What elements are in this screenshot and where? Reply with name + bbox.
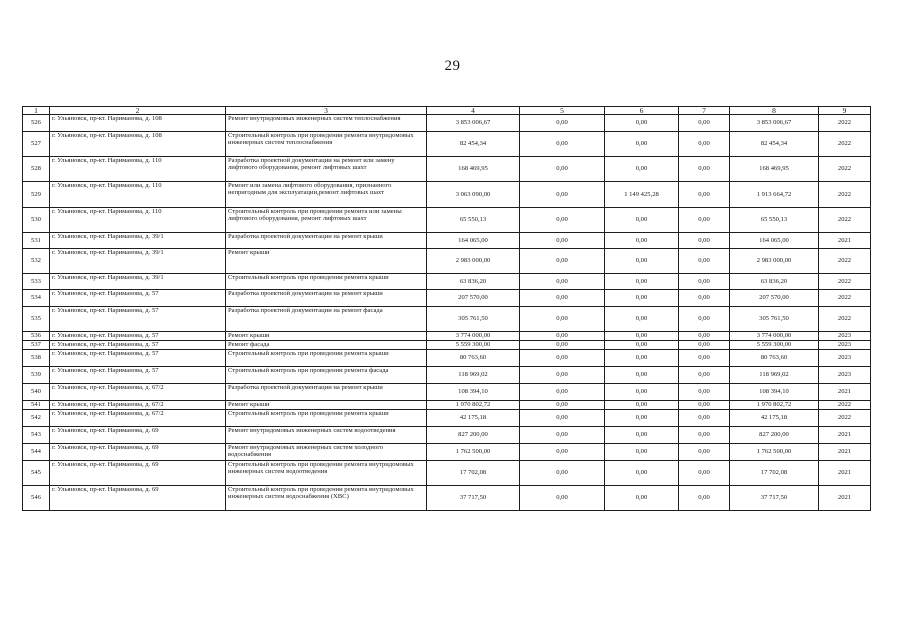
table-row [23,341,871,350]
work-type-cell: Ремонт фасада [226,341,427,350]
address-cell: г. Ульяновск, пр-кт. Нариманова, д. 69 [50,444,226,461]
header-cell: 2 [50,107,226,115]
column-7-cell: 0,00 [679,132,730,157]
table-row [23,350,871,367]
column-6-cell: 0,00 [605,132,679,157]
table-row [23,182,871,208]
header-cell: 5 [520,107,605,115]
column-6-cell: 0,00 [605,367,679,384]
year-cell: 2021 [819,384,871,401]
address-cell: г. Ульяновск, пр-кт. Нариманова, д. 57 [50,332,226,341]
column-8-cell: 168 469,95 [730,157,819,182]
column-5-cell: 0,00 [520,115,605,132]
column-6-cell: 0,00 [605,427,679,444]
column-8-cell: 63 836,20 [730,274,819,290]
column-8-cell: 3 774 000,00 [730,332,819,341]
column-8-cell: 207 570,00 [730,290,819,307]
total-cost-cell: 118 969,02 [427,367,520,384]
year-cell: 2022 [819,410,871,427]
column-7-cell: 0,00 [679,401,730,410]
row-number: 535 [23,307,50,332]
column-8-cell: 82 454,34 [730,132,819,157]
column-5-cell: 0,00 [520,486,605,511]
total-cost-cell: 2 983 000,00 [427,249,520,274]
column-7-cell: 0,00 [679,274,730,290]
total-cost-cell: 1 762 500,00 [427,444,520,461]
total-cost-cell: 42 175,18 [427,410,520,427]
work-type-cell: Строительный контроль при проведении ремонта крыши [226,410,427,427]
column-5-cell: 0,00 [520,332,605,341]
total-cost-cell: 37 717,50 [427,486,520,511]
address-cell: г. Ульяновск, пр-кт. Нариманова, д. 39/1 [50,249,226,274]
column-6-cell: 1 149 425,28 [605,182,679,208]
table-row [23,427,871,444]
column-6-cell: 0,00 [605,208,679,233]
year-cell: 2022 [819,182,871,208]
column-5-cell: 0,00 [520,444,605,461]
year-cell: 2022 [819,157,871,182]
column-7-cell: 0,00 [679,427,730,444]
column-8-cell: 164 065,00 [730,233,819,249]
column-8-cell: 1 970 802,72 [730,401,819,410]
column-6-cell: 0,00 [605,249,679,274]
address-cell: г. Ульяновск, пр-кт. Нариманова, д. 110 [50,157,226,182]
work-type-cell: Разработка проектной документации на ремонт фасада [226,307,427,332]
column-7-cell: 0,00 [679,341,730,350]
address-cell: г. Ульяновск, пр-кт. Нариманова, д. 57 [50,350,226,367]
address-cell: г. Ульяновск, пр-кт. Нариманова, д. 69 [50,427,226,444]
row-number: 540 [23,384,50,401]
table-row [23,274,871,290]
address-cell: г. Ульяновск, пр-кт. Нариманова, д. 108 [50,115,226,132]
year-cell: 2023 [819,367,871,384]
column-7-cell: 0,00 [679,157,730,182]
column-5-cell: 0,00 [520,307,605,332]
work-type-cell: Строительный контроль при проведении ремонта внутридомовых инженерных систем водоснабжения (ХВС) [226,486,427,511]
total-cost-cell: 1 970 802,72 [427,401,520,410]
table-row [23,332,871,341]
column-5-cell: 0,00 [520,132,605,157]
work-type-cell: Разработка проектной документации на ремонт крыши [226,384,427,401]
address-cell: г. Ульяновск, пр-кт. Нариманова, д. 110 [50,208,226,233]
table-row [23,486,871,511]
header-cell: 6 [605,107,679,115]
total-cost-cell: 82 454,34 [427,132,520,157]
column-8-cell: 3 853 006,67 [730,115,819,132]
column-5-cell: 0,00 [520,290,605,307]
total-cost-cell: 5 559 300,00 [427,341,520,350]
year-cell: 2023 [819,350,871,367]
year-cell: 2022 [819,115,871,132]
address-cell: г. Ульяновск, пр-кт. Нариманова, д. 39/1 [50,274,226,290]
total-cost-cell: 164 065,00 [427,233,520,249]
column-5-cell: 0,00 [520,401,605,410]
table-row [23,367,871,384]
column-7-cell: 0,00 [679,384,730,401]
work-type-cell: Ремонт внутридомовых инженерных систем водоотведения [226,427,427,444]
year-cell: 2021 [819,461,871,486]
total-cost-cell: 827 200,00 [427,427,520,444]
column-6-cell: 0,00 [605,444,679,461]
column-8-cell: 80 763,60 [730,350,819,367]
year-cell: 2022 [819,249,871,274]
column-5-cell: 0,00 [520,384,605,401]
column-5-cell: 0,00 [520,182,605,208]
column-8-cell: 118 969,02 [730,367,819,384]
column-7-cell: 0,00 [679,461,730,486]
year-cell: 2022 [819,401,871,410]
year-cell: 2021 [819,486,871,511]
table-row [23,307,871,332]
row-number: 532 [23,249,50,274]
header-cell: 3 [226,107,427,115]
table-row [23,233,871,249]
year-cell: 2021 [819,444,871,461]
address-cell: г. Ульяновск, пр-кт. Нариманова, д. 108 [50,132,226,157]
column-6-cell: 0,00 [605,461,679,486]
row-number: 544 [23,444,50,461]
column-7-cell: 0,00 [679,486,730,511]
column-8-cell: 17 702,08 [730,461,819,486]
address-cell: г. Ульяновск, пр-кт. Нариманова, д. 67/2 [50,384,226,401]
header-cell: 4 [427,107,520,115]
column-5-cell: 0,00 [520,341,605,350]
column-6-cell: 0,00 [605,350,679,367]
address-cell: г. Ульяновск, пр-кт. Нариманова, д. 57 [50,367,226,384]
work-type-cell: Строительный контроль при проведении ремонта крыши [226,274,427,290]
column-8-cell: 5 559 300,00 [730,341,819,350]
column-8-cell: 305 761,50 [730,307,819,332]
work-type-cell: Разработка проектной документации на ремонт крыши [226,233,427,249]
address-cell: г. Ульяновск, пр-кт. Нариманова, д. 110 [50,182,226,208]
work-type-cell: Строительный контроль при проведении ремонта крыши [226,350,427,367]
page-number: 29 [444,58,461,74]
work-type-cell: Строительный контроль при проведении ремонта или замены лифтового оборудования, ремонт лифтовых шахт [226,208,427,233]
column-5-cell: 0,00 [520,367,605,384]
total-cost-cell: 108 394,10 [427,384,520,401]
column-5-cell: 0,00 [520,157,605,182]
row-number: 528 [23,157,50,182]
column-7-cell: 0,00 [679,350,730,367]
address-cell: г. Ульяновск, пр-кт. Нариманова, д. 57 [50,341,226,350]
table-row [23,157,871,182]
column-6-cell: 0,00 [605,274,679,290]
row-number: 538 [23,350,50,367]
column-7-cell: 0,00 [679,367,730,384]
work-type-cell: Строительный контроль при проведении ремонта фасада [226,367,427,384]
work-type-cell: Ремонт крыши [226,401,427,410]
total-cost-cell: 3 774 000,00 [427,332,520,341]
work-type-cell: Разработка проектной документации на ремонт крыши [226,290,427,307]
column-8-cell: 42 175,18 [730,410,819,427]
row-number: 537 [23,341,50,350]
work-type-cell: Строительный контроль при проведении ремонта внутридомовых инженерных систем теплоснабжения [226,132,427,157]
row-number: 543 [23,427,50,444]
column-5-cell: 0,00 [520,249,605,274]
year-cell: 2023 [819,341,871,350]
column-8-cell: 827 200,00 [730,427,819,444]
table-row [23,444,871,461]
column-7-cell: 0,00 [679,410,730,427]
header-cell: 1 [23,107,50,115]
column-7-cell: 0,00 [679,307,730,332]
header-cell: 7 [679,107,730,115]
table-row [23,410,871,427]
column-5-cell: 0,00 [520,350,605,367]
table-row [23,384,871,401]
column-7-cell: 0,00 [679,332,730,341]
total-cost-cell: 305 761,50 [427,307,520,332]
year-cell: 2022 [819,307,871,332]
column-6-cell: 0,00 [605,115,679,132]
column-5-cell: 0,00 [520,427,605,444]
column-7-cell: 0,00 [679,290,730,307]
capital-repair-table [22,106,871,511]
column-6-cell: 0,00 [605,341,679,350]
row-number: 527 [23,132,50,157]
column-8-cell: 65 550,13 [730,208,819,233]
column-7-cell: 0,00 [679,208,730,233]
row-number: 526 [23,115,50,132]
row-number: 539 [23,367,50,384]
column-6-cell: 0,00 [605,290,679,307]
table-row [23,401,871,410]
address-cell: г. Ульяновск, пр-кт. Нариманова, д. 67/2 [50,401,226,410]
total-cost-cell: 65 550,13 [427,208,520,233]
column-6-cell: 0,00 [605,401,679,410]
work-type-cell: Ремонт или замена лифтового оборудования, признанного непригодным для эксплуатации,ремонт лифтовых шахт [226,182,427,208]
row-number: 545 [23,461,50,486]
column-8-cell: 1 762 500,00 [730,444,819,461]
column-8-cell: 37 717,50 [730,486,819,511]
row-number: 536 [23,332,50,341]
row-number: 533 [23,274,50,290]
year-cell: 2022 [819,132,871,157]
column-7-cell: 0,00 [679,444,730,461]
row-number: 530 [23,208,50,233]
column-7-cell: 0,00 [679,115,730,132]
column-6-cell: 0,00 [605,332,679,341]
work-type-cell: Ремонт внутридомовых инженерных систем теплоснабжения [226,115,427,132]
address-cell: г. Ульяновск, пр-кт. Нариманова, д. 69 [50,461,226,486]
row-number: 529 [23,182,50,208]
total-cost-cell: 3 853 006,67 [427,115,520,132]
header-cell: 8 [730,107,819,115]
table-row [23,290,871,307]
total-cost-cell: 168 469,95 [427,157,520,182]
header-row [23,107,871,115]
address-cell: г. Ульяновск, пр-кт. Нариманова, д. 39/1 [50,233,226,249]
year-cell: 2021 [819,233,871,249]
row-number: 546 [23,486,50,511]
work-type-cell: Ремонт внутридомовых инженерных систем холодного водоснабжения [226,444,427,461]
column-6-cell: 0,00 [605,384,679,401]
column-5-cell: 0,00 [520,233,605,249]
work-type-cell: Ремонт крыши [226,249,427,274]
total-cost-cell: 3 063 090,00 [427,182,520,208]
total-cost-cell: 207 570,00 [427,290,520,307]
column-6-cell: 0,00 [605,410,679,427]
address-cell: г. Ульяновск, пр-кт. Нариманова, д. 57 [50,307,226,332]
row-number: 541 [23,401,50,410]
column-5-cell: 0,00 [520,461,605,486]
column-6-cell: 0,00 [605,233,679,249]
row-number: 542 [23,410,50,427]
year-cell: 2022 [819,274,871,290]
column-6-cell: 0,00 [605,307,679,332]
column-7-cell: 0,00 [679,182,730,208]
header-cell: 9 [819,107,871,115]
year-cell: 2023 [819,332,871,341]
column-7-cell: 0,00 [679,249,730,274]
column-8-cell: 2 983 000,00 [730,249,819,274]
table-row [23,115,871,132]
address-cell: г. Ульяновск, пр-кт. Нариманова, д. 69 [50,486,226,511]
table-row [23,249,871,274]
column-8-cell: 108 394,10 [730,384,819,401]
column-5-cell: 0,00 [520,208,605,233]
table-row [23,461,871,486]
column-6-cell: 0,00 [605,486,679,511]
work-type-cell: Ремонт крыши [226,332,427,341]
column-5-cell: 0,00 [520,410,605,427]
total-cost-cell: 80 763,60 [427,350,520,367]
address-cell: г. Ульяновск, пр-кт. Нариманова, д. 57 [50,290,226,307]
year-cell: 2022 [819,290,871,307]
year-cell: 2022 [819,208,871,233]
row-number: 531 [23,233,50,249]
total-cost-cell: 17 702,08 [427,461,520,486]
column-6-cell: 0,00 [605,157,679,182]
row-number: 534 [23,290,50,307]
column-8-cell: 1 913 664,72 [730,182,819,208]
work-type-cell: Разработка проектной документации на ремонт или замену лифтового оборудования, ремонт лифтовых шахт [226,157,427,182]
work-type-cell: Строительный контроль при проведении ремонта внутридомовых инженерных систем водоотведения [226,461,427,486]
table-row [23,132,871,157]
address-cell: г. Ульяновск, пр-кт. Нариманова, д. 67/2 [50,410,226,427]
total-cost-cell: 63 836,20 [427,274,520,290]
column-7-cell: 0,00 [679,233,730,249]
year-cell: 2021 [819,427,871,444]
table-row [23,208,871,233]
column-5-cell: 0,00 [520,274,605,290]
